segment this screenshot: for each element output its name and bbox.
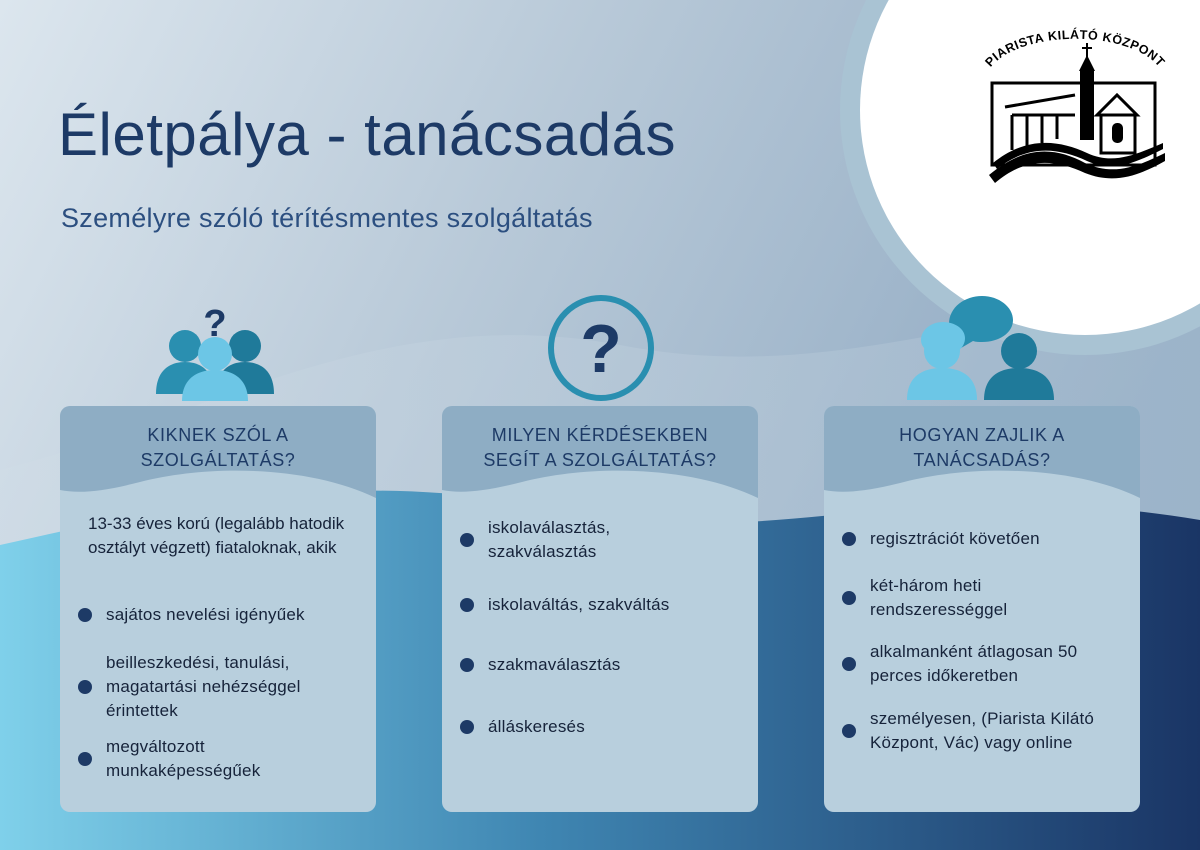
list-item — [842, 640, 1122, 688]
bullet-icon — [460, 658, 474, 672]
list-item-text: személyesen, (Piarista Kilátó Központ, Vác) vagy online — [870, 709, 1095, 752]
bullet-icon — [78, 752, 92, 766]
piarista-kilato-kozpont-logo — [975, 15, 1175, 195]
process-list — [824, 406, 1140, 812]
page-title: Életpálya - tanácsadás — [58, 101, 677, 168]
list-item-text: sajátos nevelési igényűek — [106, 605, 305, 624]
card-title-process: HOGYAN ZAJLIK A TANÁCSADÁS? — [899, 425, 1065, 470]
topics-list — [442, 406, 758, 812]
list-item-text: beilleszkedési, tanulási, magatartási nehézséggel érintettek — [106, 653, 301, 720]
list-item — [460, 653, 740, 677]
card-title-target-group: KIKNEK SZÓL A SZOLGÁLTATÁS? — [140, 425, 296, 470]
svg-text:?: ? — [203, 303, 227, 345]
question-circle-icon — [545, 292, 657, 404]
list-item-text: regisztrációt követően — [870, 529, 1040, 548]
list-item-text: alkalmanként átlagosan 50 perces időkeretben — [870, 642, 1078, 685]
list-item — [78, 651, 358, 723]
bullet-icon — [842, 724, 856, 738]
target-group-list — [60, 406, 376, 812]
card-intro: 13-33 éves korú (legalább hatodik osztályt végzett) fiataloknak, akik — [88, 514, 345, 557]
list-item — [460, 516, 740, 564]
people-chat-icon — [905, 290, 1065, 402]
list-item — [842, 707, 1122, 755]
bullet-icon — [460, 720, 474, 734]
list-item-text: szakmaválasztás — [488, 655, 621, 674]
card-topics — [442, 406, 758, 812]
list-item — [460, 593, 740, 617]
svg-text:?: ? — [580, 311, 622, 387]
bullet-icon — [842, 591, 856, 605]
bullet-icon — [78, 680, 92, 694]
page-subtitle: Személyre szóló térítésmentes szolgáltatás — [61, 203, 593, 233]
card-process — [824, 406, 1140, 812]
card-title-topics: MILYEN KÉRDÉSEKBEN SEGÍT A SZOLGÁLTATÁS? — [483, 425, 717, 470]
list-item — [842, 574, 1122, 622]
list-item — [460, 715, 740, 739]
people-question-icon — [150, 300, 280, 402]
list-item — [78, 603, 358, 627]
list-item-text: iskolaválasztás, szakválasztás — [488, 518, 611, 561]
bullet-icon — [460, 598, 474, 612]
list-item-text: két-három heti rendszerességgel — [870, 576, 1008, 619]
bullet-icon — [842, 532, 856, 546]
list-item-text: iskolaváltás, szakváltás — [488, 595, 670, 614]
list-item — [78, 735, 358, 783]
list-item — [842, 527, 1122, 551]
list-item-text: álláskeresés — [488, 717, 585, 736]
bullet-icon — [460, 533, 474, 547]
list-item-text: megváltozott munkaképességűek — [106, 737, 261, 780]
svg-text:PIARISTA KILÁTÓ KÖZPONT: PIARISTA KILÁTÓ KÖZPONT — [982, 27, 1168, 70]
card-target-group — [60, 406, 376, 812]
bullet-icon — [78, 608, 92, 622]
bullet-icon — [842, 657, 856, 671]
